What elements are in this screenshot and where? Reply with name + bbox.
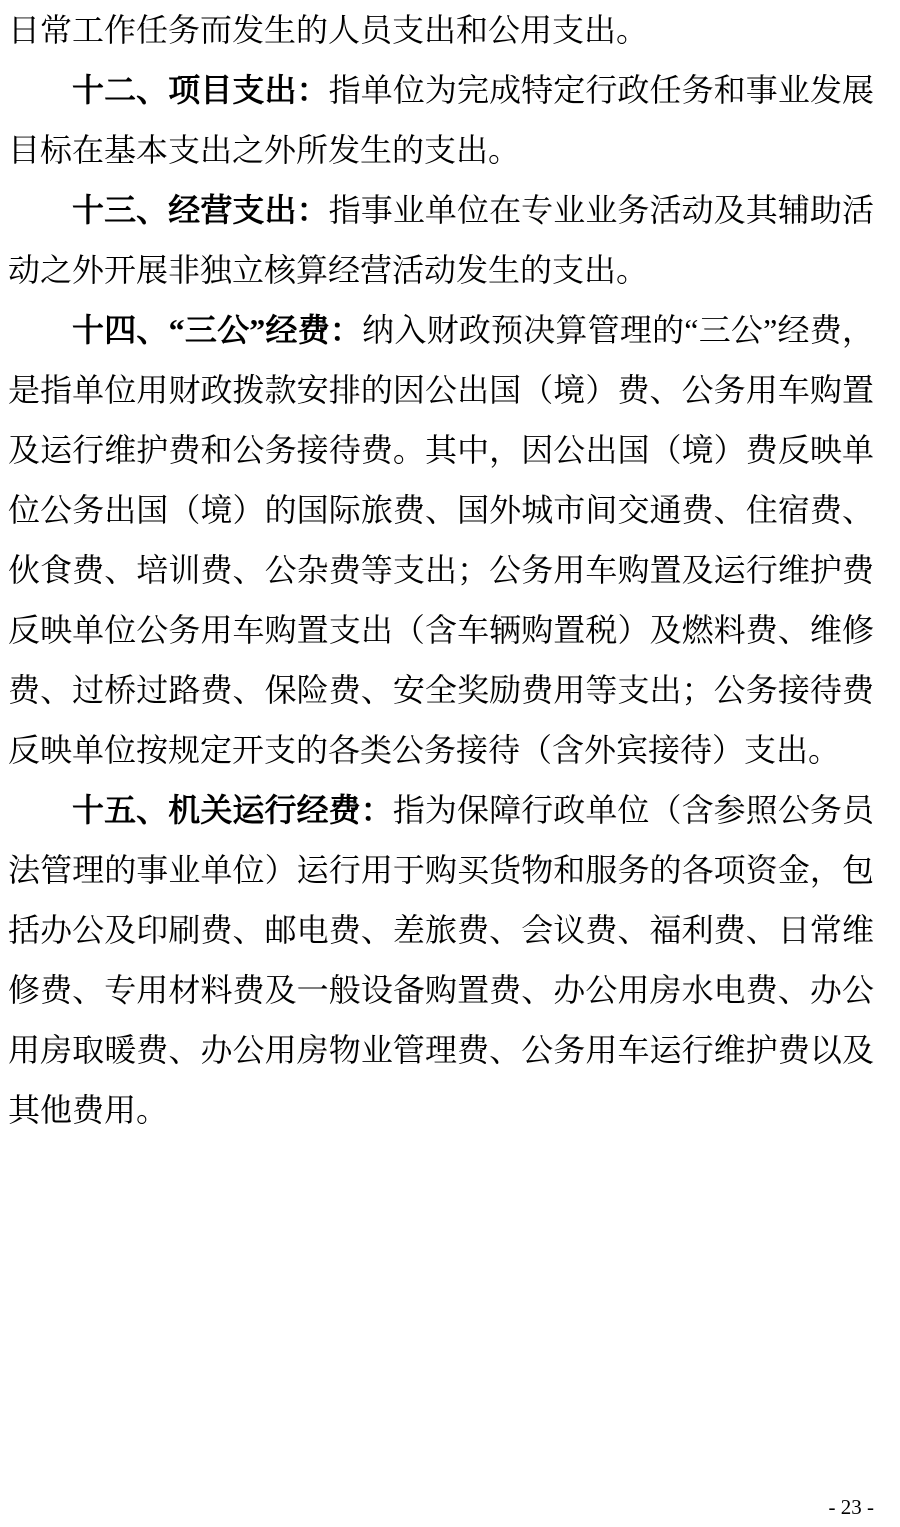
paragraph-heading: 十三、经营支出： (72, 192, 329, 228)
paragraph-item-15 (8, 780, 874, 1140)
paragraph-heading: 十五、机关运行经费： (72, 792, 393, 828)
document-body (8, 0, 874, 1140)
paragraph-text: 纳入财政预决算管理的“三公”经费，是指单位用财政拨款安排的因公出国（境）费、公务用车购置及运行维护费和公务接待费。其中，因公出国（境）费反映单位公务出国（境）的国际旅费、国外城市间交通费、住宿费、伙食费、培训费、公杂费等支出；公务用车购置及运行维护费反映单位公务用车购置支出（含车辆购置税）及燃料费、维修费、过桥过路费、保险费、安全奖励费用等支出；公务接待费反映单位按规定开支的各类公务接待（含外宾接待）支出。 (8, 312, 874, 768)
paragraph-text: 日常工作任务而发生的人员支出和公用支出。 (8, 12, 649, 48)
paragraph-item-12 (8, 60, 874, 180)
paragraph-item-13 (8, 180, 874, 300)
paragraph-item-14 (8, 300, 874, 780)
paragraph-text: 指事业单位在专业业务活动及其辅助活动之外开展非独立核算经营活动发生的支出。 (8, 192, 874, 288)
paragraph-text: 指为保障行政单位（含参照公务员法管理的事业单位）运行用于购买货物和服务的各项资金，包括办公及印刷费、邮电费、差旅费、会议费、福利费、日常维修费、专用材料费及一般设备购置费、办公用房水电费、办公用房取暖费、办公用房物业管理费、公务用车运行维护费以及其他费用。 (8, 792, 874, 1128)
page-number: - 23 - (828, 1495, 874, 1519)
paragraph-text: 指单位为完成特定行政任务和事业发展目标在基本支出之外所发生的支出。 (8, 72, 874, 168)
paragraph-heading: 十四、“三公”经费： (72, 312, 363, 348)
paragraph-continuation (8, 0, 874, 60)
paragraph-heading: 十二、项目支出： (72, 72, 329, 108)
